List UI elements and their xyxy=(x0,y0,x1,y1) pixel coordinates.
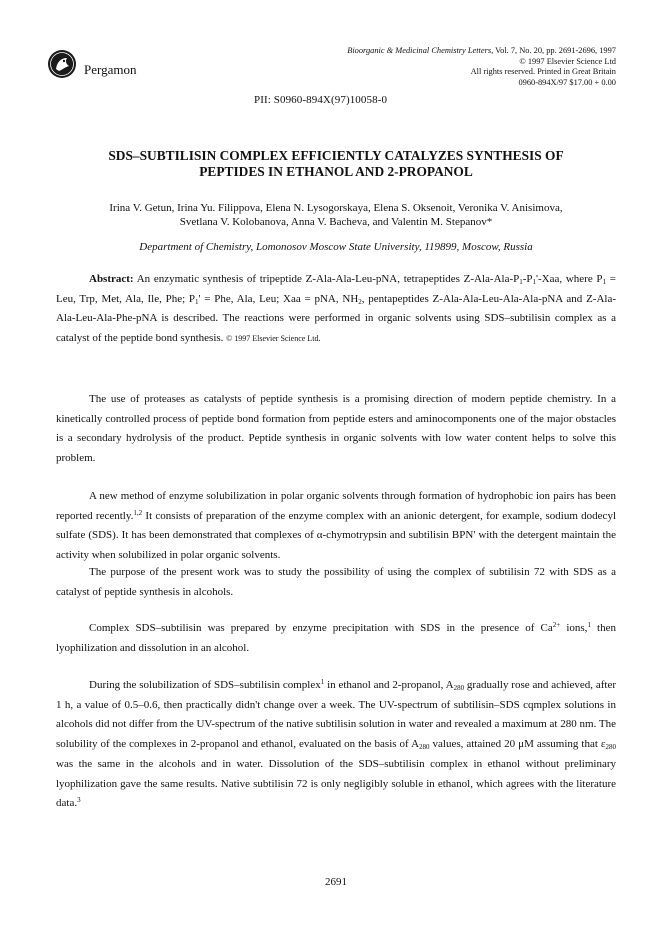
paragraph-text: was the same in the alcohols and in water. Dissolution of the SDS–subtilisin complex in ethanol without preliminary lyophilization gave the same results. Native subtilisin 72 is only negligibly soluble in ethanol, which agrees with the literature data. xyxy=(56,757,616,810)
copyright-line: © 1997 Elsevier Science Ltd xyxy=(519,56,616,66)
article-title xyxy=(56,148,616,180)
authors-line-2: Svetlana V. Kolobanova, Anna V. Bacheva, and Valentin M. Stepanov* xyxy=(179,216,493,228)
author-list xyxy=(56,201,616,229)
subscript: 1 xyxy=(195,297,199,306)
paragraph-text: values, attained 20 μM assuming that ε xyxy=(429,738,606,751)
paragraph-text: During the solubilization of SDS–subtilisin complex xyxy=(89,679,321,691)
superscript: 2+ xyxy=(552,621,561,629)
reference-marker: 1,2 xyxy=(133,508,143,517)
abstract-text: '-Xaa, where P xyxy=(536,273,603,285)
body-paragraph-3: The purpose of the present work was to study the possibility of using the complex of subtilisin 72 with SDS as a catalyst of peptide synthesis in alcohols. xyxy=(56,566,616,598)
page-number: 2691 xyxy=(325,876,347,888)
abstract-text: -P xyxy=(522,273,533,285)
paragraph-text: Complex SDS–subtilisin was prepared by enzyme precipitation with SDS in the presence of Ca xyxy=(89,622,553,634)
title-line-1: SDS–SUBTILISIN COMPLEX EFFICIENTLY CATALYZES SYNTHESIS OF xyxy=(108,148,564,163)
title-line-2: PEPTIDES IN ETHANOL AND 2-PROPANOL xyxy=(199,164,473,179)
subscript: 280 xyxy=(453,684,465,692)
pergamon-logo-icon xyxy=(47,49,77,79)
subscript: 1 xyxy=(532,278,537,286)
abstract-label: Abstract: xyxy=(89,273,134,285)
reference-marker: 1 xyxy=(587,621,591,629)
journal-info xyxy=(236,46,616,88)
abstract-text: ' = Phe, Ala, Leu; Xaa = pNA, NH xyxy=(198,292,359,305)
paragraph-text: in ethanol and 2-propanol, A xyxy=(324,679,454,691)
publisher-name: Pergamon xyxy=(84,62,137,77)
authors-line-1: Irina V. Getun, Irina Yu. Filippova, Elena N. Lysogorskaya, Elena S. Oksenoit, Veronika V. Anisimova, xyxy=(109,202,563,214)
abstract-text: An enzymatic synthesis of tripeptide Z-Ala-Ala-Leu-pNA, tetrapeptides Z-Ala-Ala-P xyxy=(133,273,520,285)
reference-marker: 1 xyxy=(320,678,325,686)
body-paragraph-2 xyxy=(56,487,616,566)
pii-identifier: PII: S0960-894X(97)10058-0 xyxy=(254,94,388,106)
body-paragraph-5 xyxy=(56,676,616,814)
abstract-text: = Leu, Trp, Met, Ala, Ile, Phe; P xyxy=(56,273,616,305)
paragraph-text: It consists of preparation of the enzyme complex with an anionic detergent, for example, sodium dodecyl sulfate (SDS). It has been demonstrated that complexes of α-chymotrypsin and subtilisin BPN' with the detergent maintain the activity when solubilized in polar organic solvents. xyxy=(56,509,616,562)
paragraph-text: then lyophilization and dissolution in an alcohol. xyxy=(56,622,616,654)
paragraph-text: ions, xyxy=(560,622,588,634)
price-line: 0960-894X/97 $17.00 + 0.00 xyxy=(518,77,616,87)
subscript: 280 xyxy=(419,743,430,752)
subscript: 1 xyxy=(519,278,523,286)
paragraph-text: gradually rose and achieved, after 1 h, a value of 0.5–0.6, then practically didn't change over a week. The UV-spectrum of subtilisin–SDS cqmplex solutions in alcohols did not differ from the UV-spectrum of the native subtilisin solution in water and revealed a maximum at 280 nm. The solubility of the complexes in 2-propanol and ethanol, evaluated on the basis of A xyxy=(56,679,617,751)
affiliation: Department of Chemistry, Lomonosov Moscow State University, 119899, Moscow, Russia xyxy=(139,241,533,253)
journal-name: Bioorganic & Medicinal Chemistry Letters, xyxy=(347,46,494,55)
journal-citation xyxy=(236,46,616,57)
body-paragraph-1: The use of proteases as catalysts of peptide synthesis is a promising direction of modern peptide chemistry. In a kinetically controlled process of peptide bond formation from peptide esters and aminocomponents one of the major obstacles is a secondary hydrolysis of the product. Peptide synthesis in organic solvents with low water content helps to solve this problem. xyxy=(56,393,616,465)
paragraph-text: A new method of enzyme solubilization in polar organic solvents through formation of hydrophobic ion pairs has been reported recently. xyxy=(56,490,616,522)
subscript: 2 xyxy=(358,297,362,306)
body-paragraph-4 xyxy=(56,619,616,658)
reference-marker: 3 xyxy=(77,796,81,805)
abstract xyxy=(56,270,616,348)
journal-volume: Vol. 7, No. 20, pp. 2691-2696, 1997 xyxy=(495,46,616,55)
subscript: 1 xyxy=(602,278,607,286)
abstract-text: , pentapeptides Z-Ala-Ala-Leu-Ala-Ala-pNA and Z-Ala-Ala-Leu-Ala-Phe-pNA is described. The reactions were performed in organic solvents using SDS–subtilisin complex as a catalyst of the peptide bond synthesis. xyxy=(56,292,616,344)
rights-line: All rights reserved. Printed in Great Britain xyxy=(470,67,616,77)
abstract-copyright: © 1997 Elsevier Science Ltd. xyxy=(226,333,321,343)
subscript: 280 xyxy=(605,743,616,752)
